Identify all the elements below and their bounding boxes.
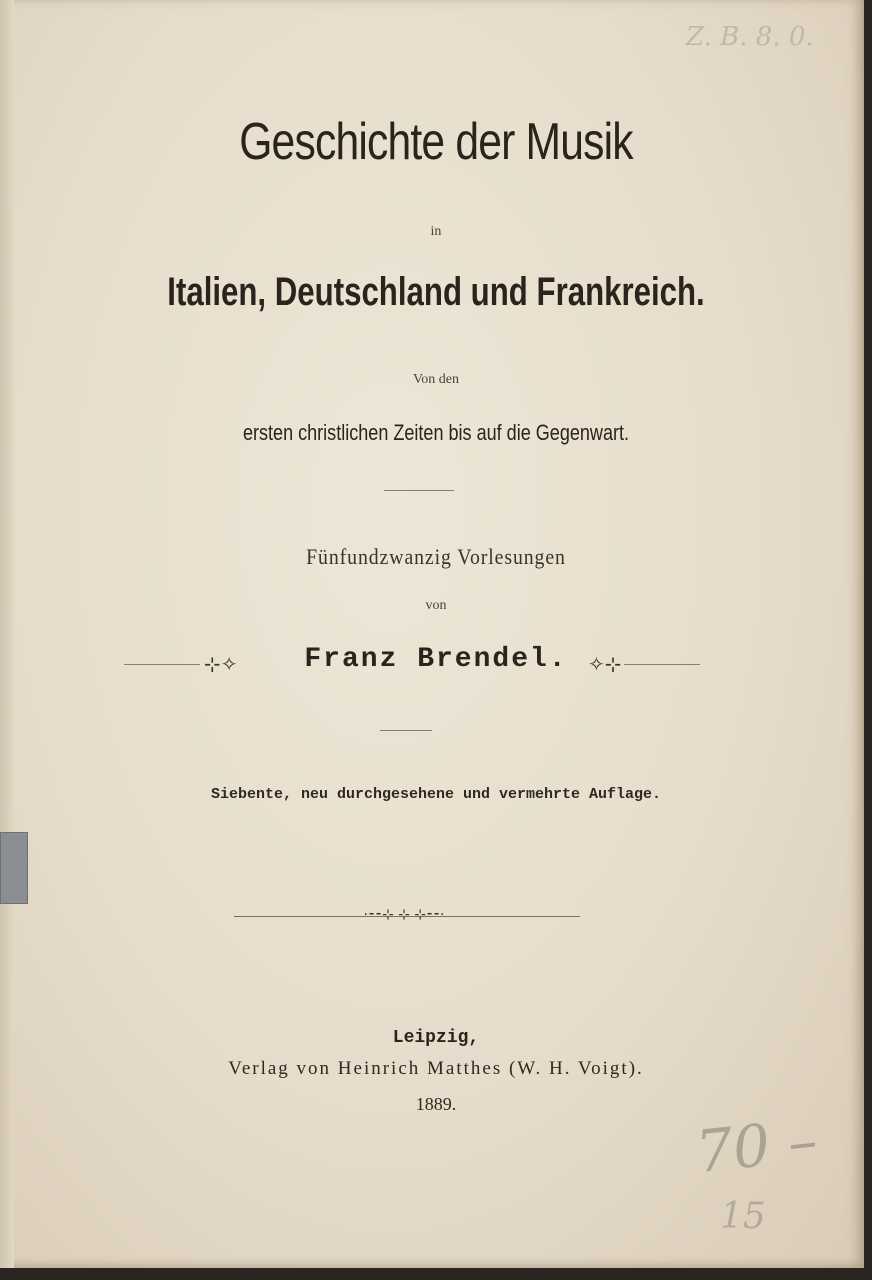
ornament-right-icon: ✧⊹: [588, 652, 622, 676]
ornament-center-icon: ·⁃⁃⊹ ⊹ ⊹⁃⁃·: [363, 907, 445, 923]
ornament-left-icon: ⊹✧: [204, 652, 238, 676]
pencil-shelfmark: Z. B. 8. 0.: [686, 22, 814, 52]
from-prefix: Von den: [412, 372, 460, 387]
subtitle: ersten christlichen Zeiten bis auf die Gegenwart.: [242, 420, 630, 445]
by-line: von: [425, 598, 447, 613]
author-name: Franz Brendel.: [304, 644, 568, 675]
divider-rule: [384, 490, 454, 491]
pencil-price: 70 –: [692, 1105, 821, 1187]
lectures-line: Fünfundzwanzig Vorlesungen: [306, 544, 566, 569]
countries-line: Italien, Deutschland und Frankreich.: [167, 270, 705, 314]
library-tab: [0, 832, 28, 904]
publication-year: 1889.: [415, 1094, 457, 1114]
publication-city: Leipzig,: [392, 1028, 480, 1048]
author-rule-right: [624, 664, 700, 665]
connector-in: in: [430, 224, 442, 239]
pencil-subnote: 15: [720, 1196, 766, 1237]
divider-rule-2: [380, 730, 432, 731]
edition-line: Siebente, neu durchgesehene und vermehrte Auflage.: [210, 786, 662, 803]
book-title: Geschichte der Musik: [239, 113, 633, 171]
publisher-line: Verlag von Heinrich Matthes (W. H. Voigt).: [228, 1058, 644, 1079]
